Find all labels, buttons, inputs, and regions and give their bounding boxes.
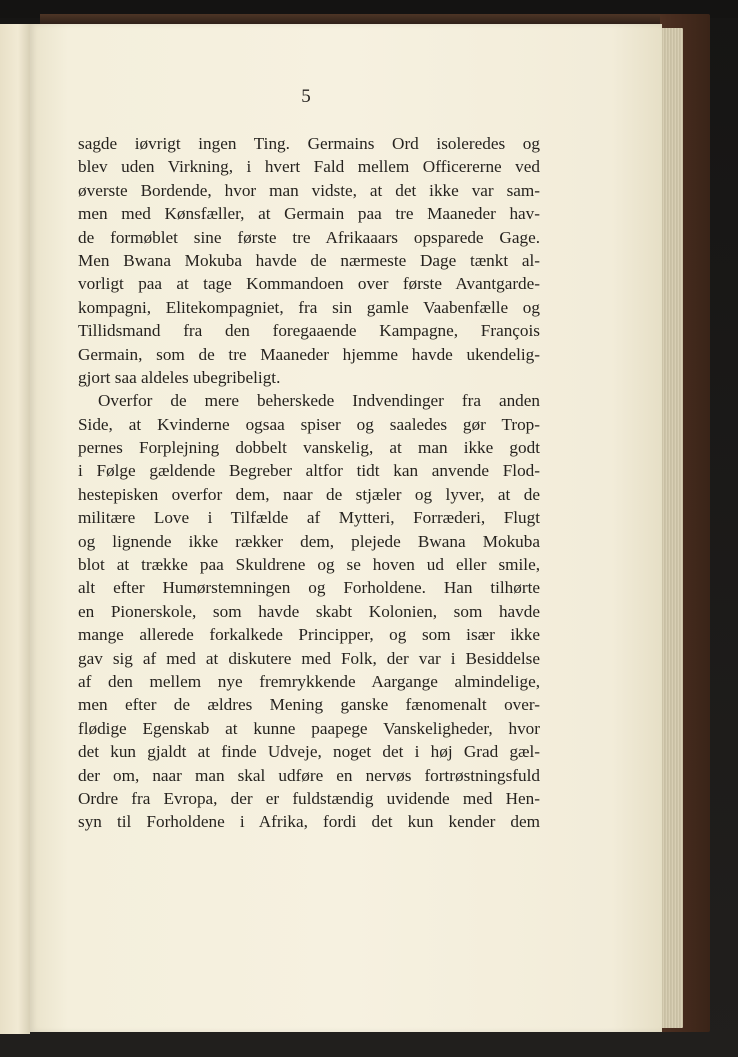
cover-top-rim xyxy=(40,14,660,24)
text-line: de formøblet sine første tre Afrikaaars opsparede Gage. xyxy=(78,227,540,247)
text-line: flødige Egenskab at kunne paapege Vanskeligheder, hvor xyxy=(78,718,540,738)
text-line: men efter de ældres Mening ganske fænomenalt over- xyxy=(78,695,540,715)
text-line: en Pionerskole, som havde skabt Kolonien, som havde xyxy=(78,601,540,621)
text-line: i Følge gældende Begreber altfor tidt kan anvende Flod- xyxy=(78,461,540,481)
text-line: syn til Forholdene i Afrika, fordi det kun kender dem xyxy=(78,812,540,832)
previous-page-strip xyxy=(0,24,30,1034)
text-line: der om, naar man skal udføre en nervøs fortrøstningsfuld xyxy=(78,765,540,785)
text-line: Men Bwana Mokuba havde de nærmeste Dage tænkt al- xyxy=(78,250,540,270)
text-line: mange allerede forkalkede Principper, og som især ikke xyxy=(78,625,540,645)
text-line: alt efter Humørstemningen og Forholdene. Han tilhørte xyxy=(78,578,540,598)
text-line: militære Love i Tilfælde af Mytteri, Forræderi, Flugt xyxy=(78,508,540,528)
text-line: det kun gjaldt at finde Udveje, noget det i høj Grad gæl- xyxy=(78,742,540,762)
text-line: Germain, som de tre Maaneder hjemme havde ukendelig- xyxy=(78,344,540,364)
body-text xyxy=(78,132,540,834)
text-line: men med Kønsfæller, at Germain paa tre Maaneder hav- xyxy=(78,204,540,224)
book-page xyxy=(30,24,662,1032)
paragraph-start-line: Overfor de mere beherskede Indvendinger fra anden xyxy=(98,391,540,411)
text-line: øverste Bordende, hvor man vidste, at det ikke var sam- xyxy=(78,180,540,200)
text-line: blot at trække paa Skuldrene og se hoven ud eller smile, xyxy=(78,555,540,575)
text-line: hestepisken overfor dem, naar de stjæler og lyver, at de xyxy=(78,484,540,504)
text-line: Ordre fra Evropa, der er fuldstændig uvidende med Hen- xyxy=(78,788,540,808)
text-line: og lignende ikke rækker dem, plejede Bwana Mokuba xyxy=(78,531,540,551)
text-line: kompagni, Elitekompagniet, fra sin gamle Vaabenfælle og xyxy=(78,297,540,317)
text-line: af den mellem nye fremrykkende Aargange almindelige, xyxy=(78,671,540,691)
text-line: gjort saa aldeles ubegribeligt. xyxy=(78,367,281,387)
page-number: 5 xyxy=(301,86,311,107)
text-line: blev uden Virkning, i hvert Fald mellem Officererne ved xyxy=(78,157,540,177)
text-line: Side, at Kvinderne ogsaa spiser og saaledes gør Trop- xyxy=(78,414,540,434)
text-line: Tillidsmand fra den foregaaende Kampagne, François xyxy=(78,321,540,341)
text-line: vorligt paa at tage Kommandoen over første Avantgarde- xyxy=(78,274,540,294)
text-line: pernes Forplejning dobbelt vanskelig, at man ikke godt xyxy=(78,438,540,458)
text-line: sagde iøvrigt ingen Ting. Germains Ord isoleredes og xyxy=(78,134,540,153)
text-line: gav sig af med at diskutere med Folk, der var i Besiddelse xyxy=(78,648,540,668)
